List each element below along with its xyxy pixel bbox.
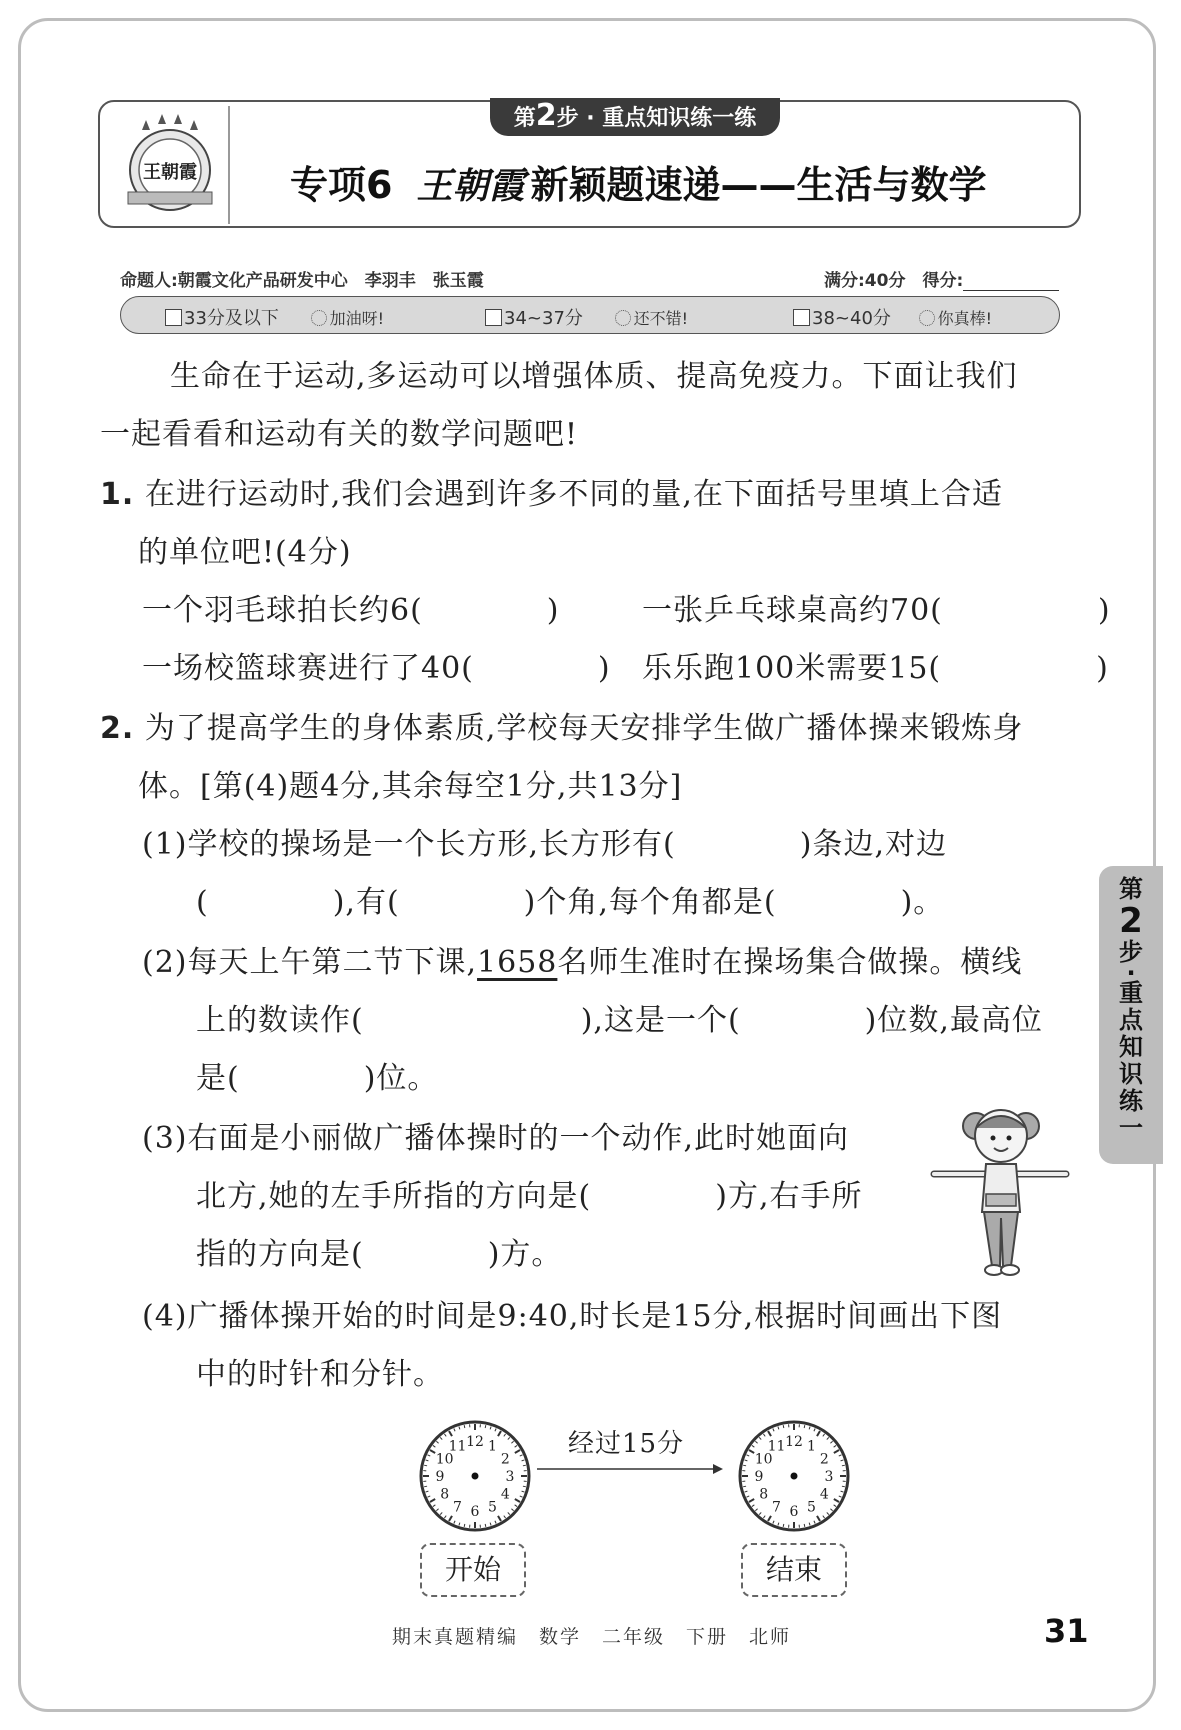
clock-center bbox=[791, 1473, 798, 1480]
q2-part-4: (4)广播体操开始的时间是9:40,时长是15分,根据时间画出下图 bbox=[142, 1299, 1003, 1334]
q2-part-4: 中的时针和分针。 bbox=[196, 1357, 444, 1392]
header-box bbox=[98, 100, 1081, 228]
q2-part-1[interactable]: ( ),有( )个角,每个角都是( )。 bbox=[196, 885, 945, 920]
q2-part-1[interactable]: (1)学校的操场是一个长方形,长方形有( )条边,对边 bbox=[142, 827, 947, 862]
rating-item: 33分及以下 加油呀! bbox=[165, 304, 384, 330]
page-number: 31 bbox=[1044, 1612, 1089, 1650]
question-1-line: 的单位吧!(4分) bbox=[138, 535, 352, 570]
question-number: 2. bbox=[100, 711, 135, 746]
question-2: 2. 为了提高学生的身体素质,学校每天安排学生做广播体操来锻炼身 bbox=[100, 711, 1024, 746]
clock-number: 7 bbox=[772, 1499, 781, 1516]
clock-tick bbox=[485, 1425, 486, 1428]
question-number: 1. bbox=[100, 477, 135, 512]
clock-tick bbox=[743, 1465, 746, 1466]
topic-label: 专项6 bbox=[290, 163, 393, 207]
start-label: 开始 bbox=[420, 1543, 526, 1597]
clock-tick bbox=[842, 1465, 845, 1466]
clock-tick bbox=[842, 1486, 845, 1487]
rating-checkbox[interactable] bbox=[485, 309, 502, 326]
score-line bbox=[824, 266, 1059, 291]
clock-tick bbox=[464, 1425, 465, 1428]
page-title bbox=[290, 154, 1050, 209]
q2-part-3[interactable]: 指的方向是( )方。 bbox=[196, 1237, 563, 1272]
clock-number: 3 bbox=[824, 1469, 834, 1485]
smiley-icon bbox=[919, 310, 935, 326]
brand-name: 王朝霞 bbox=[416, 165, 525, 207]
clock-tick bbox=[424, 1465, 427, 1466]
q1-item[interactable]: 乐乐跑100米需要15( ) bbox=[642, 651, 1109, 686]
clock-number: 3 bbox=[505, 1469, 515, 1485]
clock-number: 12 bbox=[785, 1434, 803, 1450]
rating-checkbox[interactable] bbox=[793, 309, 810, 326]
clock-tick bbox=[464, 1524, 465, 1527]
clock-tick bbox=[743, 1486, 746, 1487]
clock-tick bbox=[783, 1524, 784, 1527]
clock-number: 11 bbox=[767, 1438, 786, 1455]
clock-number: 1 bbox=[807, 1438, 816, 1455]
arrow-label: 经过15分 bbox=[568, 1429, 685, 1459]
underlined-number: 1658 bbox=[477, 945, 558, 980]
clock-number: 10 bbox=[754, 1451, 773, 1468]
clock-number: 2 bbox=[819, 1451, 829, 1468]
clock-number: 10 bbox=[435, 1451, 454, 1468]
clock-number: 5 bbox=[807, 1499, 816, 1516]
start-clock-face[interactable] bbox=[417, 1418, 533, 1534]
header-divider bbox=[228, 106, 230, 224]
rating-bar bbox=[120, 296, 1060, 334]
full-score: 满分:40分 bbox=[824, 271, 906, 291]
clock-center bbox=[472, 1473, 479, 1480]
girl-illustration bbox=[930, 1094, 1070, 1284]
clock-number: 9 bbox=[435, 1469, 445, 1485]
clock-tick bbox=[804, 1524, 805, 1527]
clock-number: 11 bbox=[448, 1438, 467, 1455]
rating-item: 34~37分 还不错! bbox=[485, 304, 688, 330]
smiley-icon bbox=[615, 310, 631, 326]
q2-part-2[interactable]: (2)每天上午第二节下课,1658名师生准时在操场集合做操。横线 bbox=[142, 945, 1023, 980]
arrow-icon bbox=[535, 1462, 725, 1476]
smiley-icon bbox=[311, 310, 327, 326]
q2-part-3[interactable]: 北方,她的左手所指的方向是( )方,右手所 bbox=[196, 1179, 863, 1214]
q1-item[interactable]: 一个羽毛球拍长约6( ) bbox=[142, 593, 560, 628]
clock-number: 8 bbox=[440, 1486, 450, 1503]
question-1: 1. 在进行运动时,我们会遇到许多不同的量,在下面括号里填上合适 bbox=[100, 477, 1003, 512]
side-step-tab: 第 2 步 · 重 点 知 识 练 一 bbox=[1099, 866, 1163, 1164]
question-2-line: 体。[第(4)题4分,其余每空1分,共13分] bbox=[138, 769, 683, 804]
clock-number: 6 bbox=[470, 1504, 480, 1520]
clock-number: 5 bbox=[488, 1499, 497, 1516]
clock-number: 7 bbox=[453, 1499, 462, 1516]
q2-part-3[interactable]: (3)右面是小丽做广播体操时的一个动作,此时她面向 bbox=[142, 1121, 850, 1156]
clock-tick bbox=[804, 1425, 805, 1428]
clock-tick bbox=[523, 1465, 526, 1466]
authors-line: 命题人:朝霞文化产品研发中心 李羽丰 张玉霞 bbox=[120, 271, 484, 291]
clock-tick bbox=[485, 1524, 486, 1527]
q2-part-2[interactable]: 是( )位。 bbox=[196, 1061, 439, 1096]
q2-part-2[interactable]: 上的数读作( ),这是一个( )位数,最高位 bbox=[196, 1003, 1043, 1038]
clock-number: 4 bbox=[819, 1486, 829, 1503]
clock-number: 8 bbox=[759, 1486, 769, 1503]
brand-logo bbox=[120, 112, 220, 216]
clock-tick bbox=[523, 1486, 526, 1487]
end-clock-face[interactable] bbox=[736, 1418, 852, 1534]
clock-tick bbox=[424, 1486, 427, 1487]
clock-number: 1 bbox=[488, 1438, 497, 1455]
end-label: 结束 bbox=[741, 1543, 847, 1597]
rating-checkbox[interactable] bbox=[165, 309, 182, 326]
clock-number: 2 bbox=[500, 1451, 510, 1468]
intro-line: 生命在于运动,多运动可以增强体质、提高免疫力。下面让我们 bbox=[170, 359, 1018, 394]
score-blank[interactable] bbox=[963, 273, 1059, 291]
title-text: 新颖题速递——生活与数学 bbox=[530, 163, 987, 207]
q1-item[interactable]: 一张乒乓球桌高约70( ) bbox=[642, 593, 1111, 628]
svg-text:王朝霞: 王朝霞 bbox=[143, 162, 197, 183]
clock-number: 4 bbox=[500, 1486, 510, 1503]
step-tab: 第2步 · 重点知识练一练 bbox=[490, 98, 780, 136]
clock-number: 6 bbox=[789, 1504, 799, 1520]
intro-line: 一起看看和运动有关的数学问题吧! bbox=[100, 417, 579, 452]
footer-text: 期末真题精编 数学 二年级 下册 北师 bbox=[392, 1626, 792, 1648]
clock-number: 9 bbox=[754, 1469, 764, 1485]
q1-item[interactable]: 一场校篮球赛进行了40( ) bbox=[142, 651, 611, 686]
score-label: 得分: bbox=[922, 271, 964, 291]
clock-tick bbox=[783, 1425, 784, 1428]
rating-item: 38~40分 你真棒! bbox=[793, 304, 992, 330]
clock-number: 12 bbox=[466, 1434, 484, 1450]
